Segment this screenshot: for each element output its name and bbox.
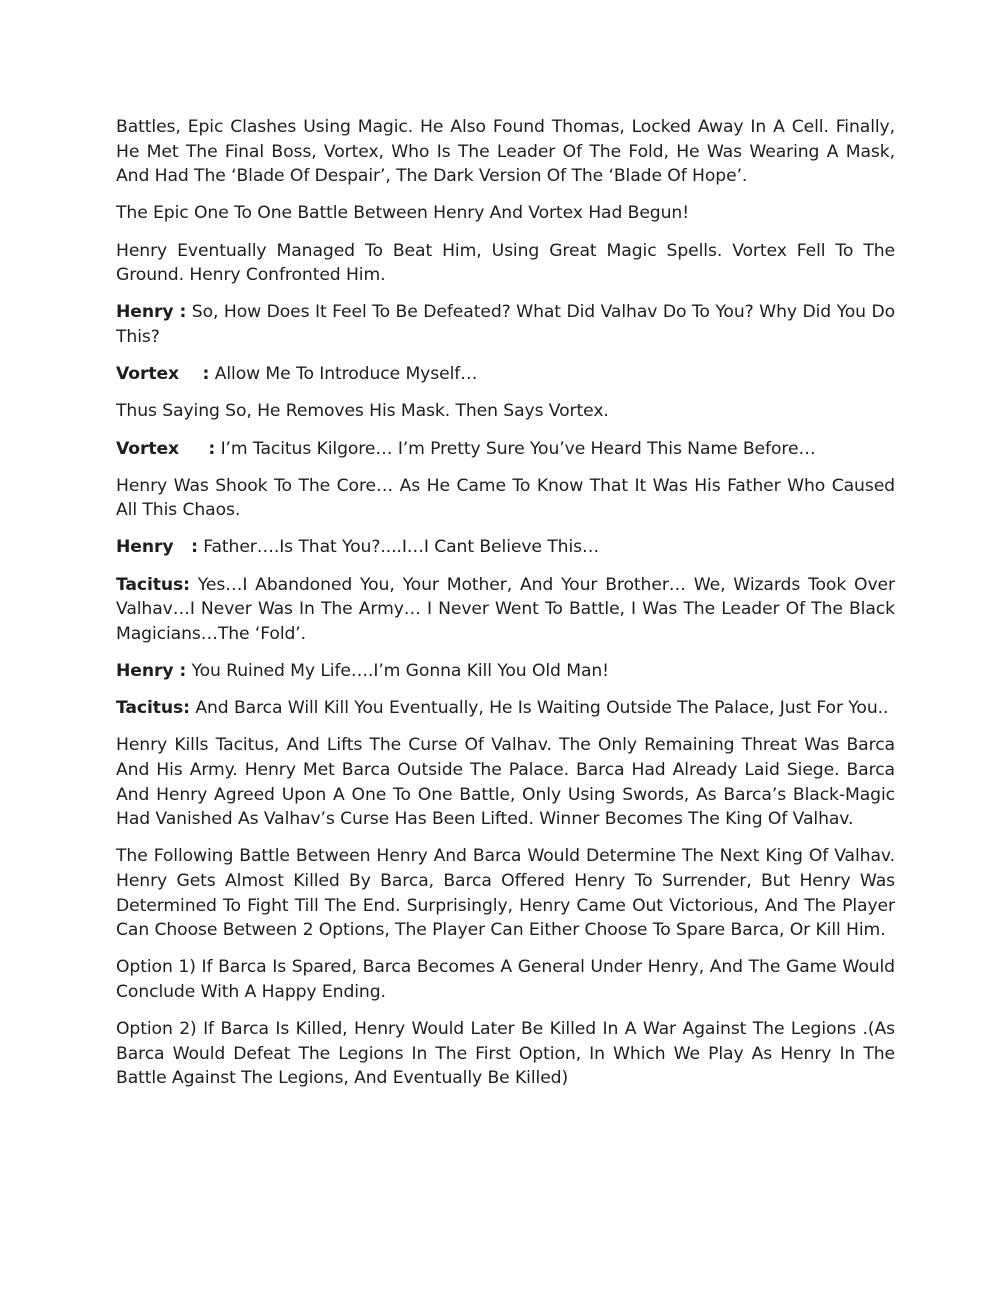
dialogue-text: Yes…I Abandoned You, Your Mother, And Your Brother… We, Wizards Took Over Valhav…I Never Was In The Army… I Never Went To Battle, I Was The Leader Of The Black Magicians…The ‘Fold’. (116, 574, 895, 644)
dialogue-text: Allow Me To Introduce Myself… (209, 364, 478, 385)
dialogue-text: Father….Is That You?....I…I Cant Believe This… (197, 537, 600, 558)
dialogue-text: And Barca Will Kill You Eventually, He Is Waiting Outside The Palace, Just For You.. (189, 698, 889, 719)
paragraph-narration: The Epic One To One Battle Between Henry And Vortex Had Begun! (116, 203, 689, 224)
dialogue-line (116, 362, 895, 387)
document-page (116, 115, 895, 1104)
dialogue-line (116, 535, 895, 560)
dialogue-line (116, 300, 895, 349)
dialogue-line (116, 696, 895, 721)
dialogue-line (116, 659, 895, 684)
dialogue-text: You Ruined My Life….I’m Gonna Kill You Old Man! (186, 661, 609, 682)
speaker-label: Vortex : (116, 438, 216, 459)
speaker-label: Tacitus: (116, 698, 190, 719)
speaker-label: Henry : (116, 302, 187, 323)
paragraph-option-2: Option 2) If Barca Is Killed, Henry Would Later Be Killed In A War Against The Legions .(As Barca Would Defeat The Legions In The First Option, In Which We Play As Henry In The Battle Against The Legions, And Eventually Be Killed) (116, 1019, 895, 1089)
dialogue-line (116, 573, 895, 647)
dialogue-line (116, 437, 895, 462)
dialogue-text: I’m Tacitus Kilgore… I’m Pretty Sure You’ve Heard This Name Before… (215, 438, 816, 459)
speaker-label: Henry : (116, 661, 187, 682)
paragraph-option-1: Option 1) If Barca Is Spared, Barca Becomes A General Under Henry, And The Game Would Conclude With A Happy Ending. (116, 957, 895, 1002)
paragraph-narration: Battles, Epic Clashes Using Magic. He Also Found Thomas, Locked Away In A Cell. Finally, He Met The Final Boss, Vortex, Who Is The Leader Of The Fold, He Was Wearing A Mask, And Had The ‘Blade Of Despair’, The Dark Version Of The ‘Blade Of Hope’. (116, 117, 895, 187)
speaker-label: Henry : (116, 537, 198, 558)
paragraph-narration: Thus Saying So, He Removes His Mask. Then Says Vortex. (116, 401, 609, 422)
paragraph-narration: The Following Battle Between Henry And Barca Would Determine The Next King Of Valhav. Henry Gets Almost Killed By Barca, Barca Offered Henry To Surrender, But Henry Was Determined To Fight Till The End. Surprisingly, Henry Came Out Victorious, And The Player Can Choose Between 2 Options, The Player Can Either Choose To Spare Barca, Or Kill Him. (116, 846, 895, 941)
paragraph-narration: Henry Eventually Managed To Beat Him, Using Great Magic Spells. Vortex Fell To The Ground. Henry Confronted Him. (116, 240, 895, 286)
speaker-label: Tacitus: (116, 574, 190, 595)
paragraph-narration: Henry Was Shook To The Core… As He Came To Know That It Was His Father Who Caused All This Chaos. (116, 475, 895, 521)
dialogue-text: So, How Does It Feel To Be Defeated? What Did Valhav Do To You? Why Did You Do This? (116, 302, 895, 347)
speaker-label: Vortex : (116, 364, 210, 385)
paragraph-narration: Henry Kills Tacitus, And Lifts The Curse Of Valhav. The Only Remaining Threat Was Barca And His Army. Henry Met Barca Outside The Palace. Barca Had Already Laid Siege. Barca And Henry Agreed Upon A One To One Battle, Only Using Swords, As Barca’s Black-Magic Had Vanished As Valhav’s Curse Has Been Lifted. Winner Becomes The King Of Valhav. (116, 735, 895, 830)
